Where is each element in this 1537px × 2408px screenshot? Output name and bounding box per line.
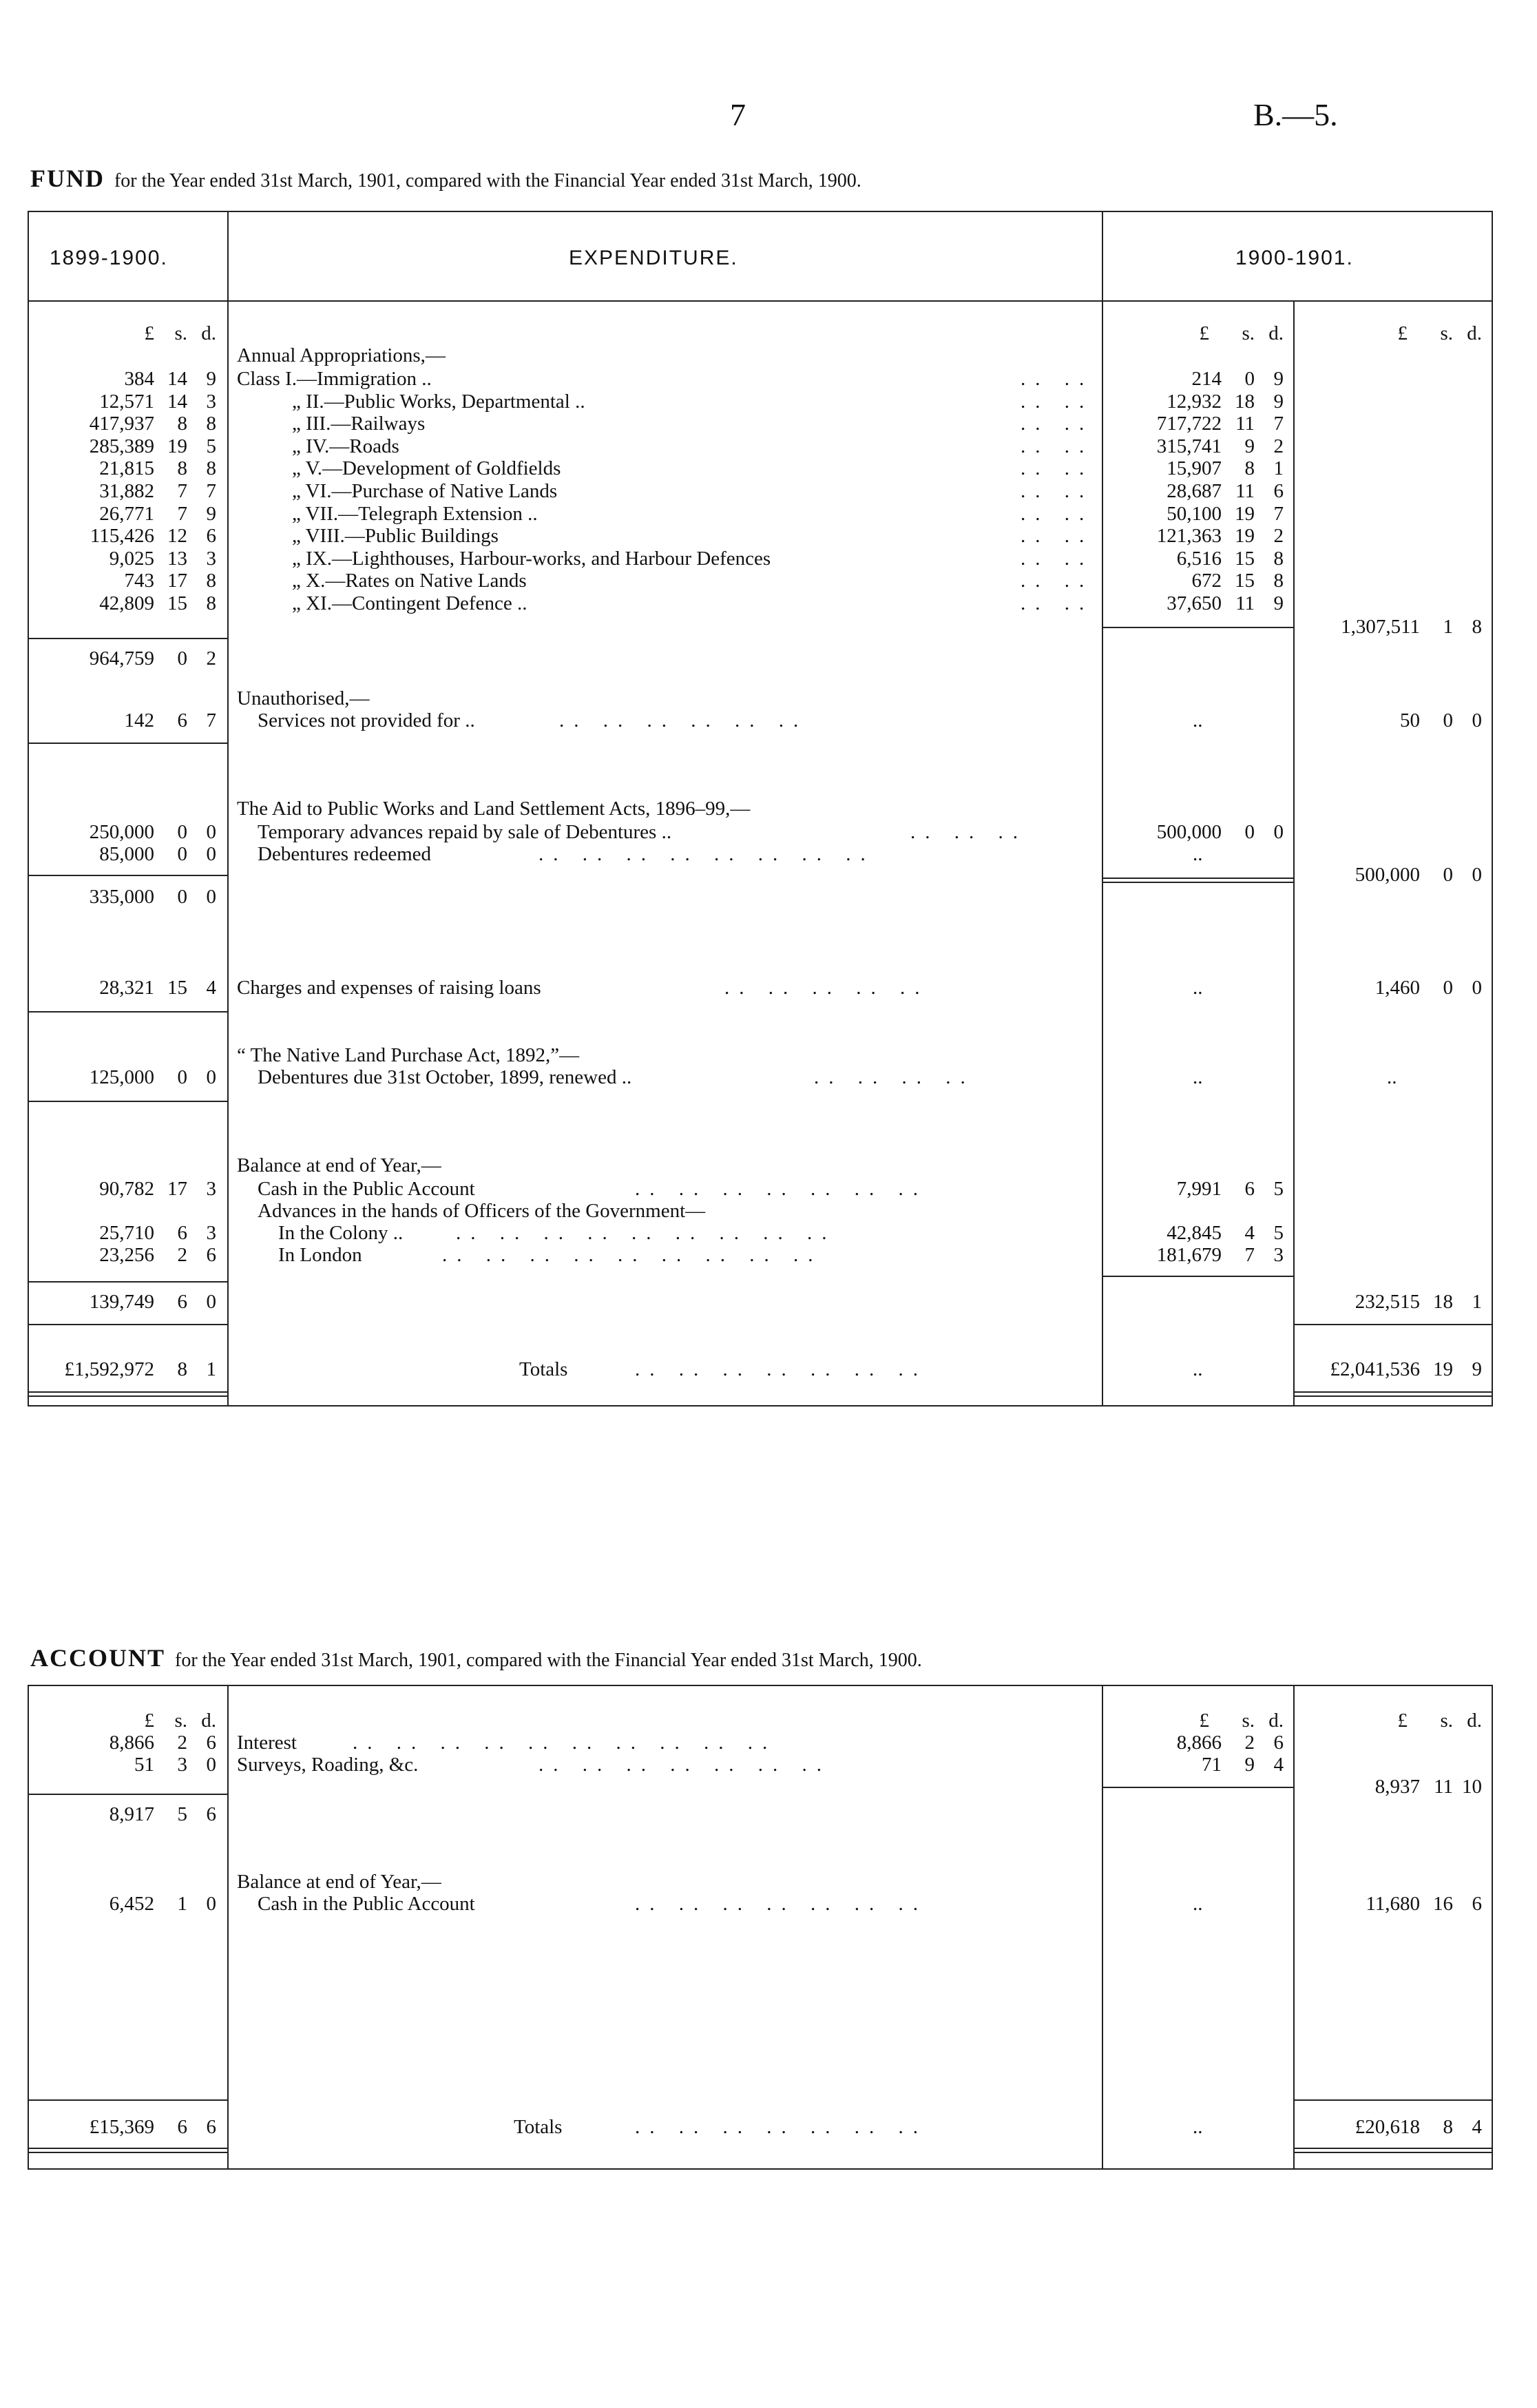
class-row-curr: 6,516 15 8 [1176, 548, 1284, 570]
class-row-prev: 115,426 12 6 [90, 525, 216, 547]
class-row-curr: 315,741 9 2 [1156, 435, 1284, 457]
aid-total-prev: 335,000 0 0 [89, 886, 216, 908]
totals-prev: £1,592,972 8 1 [64, 1358, 216, 1380]
bal-cash-curr: 7,991 6 5 [1176, 1178, 1284, 1200]
class-row-curr: 12,932 18 9 [1167, 391, 1284, 413]
class-row-label: „ VIII.—Public Buildings [292, 525, 499, 547]
totals-label: Totals [519, 1358, 568, 1380]
class-row-curr: 214 0 9 [1191, 368, 1284, 390]
bal-adv-label: Advances in the hands of Officers of the Government— [258, 1200, 706, 1222]
account-heading-bold: ACCOUNT [30, 1644, 166, 1672]
loans-mid: .. [1193, 977, 1203, 999]
t2-sub-prev: 8,917 5 6 [109, 1803, 216, 1825]
fund-heading-bold: FUND [30, 165, 105, 192]
class-row-curr: 121,363 19 2 [1156, 525, 1284, 547]
class-row-prev: 384 14 9 [124, 368, 216, 390]
t2-bal-heading: Balance at end of Year,— [237, 1871, 441, 1893]
unauth-prev: 142 6 7 [124, 709, 216, 731]
loans-prev: 28,321 15 4 [99, 977, 216, 999]
aid-heading: The Aid to Public Works and Land Settlement Acts, 1896–99,— [237, 798, 751, 820]
t2-bal-label: Cash in the Public Account [258, 1893, 475, 1915]
fund-heading-text: for the Year ended 31st March, 1901, compared with the Financial Year ended 31st March, 1900. [114, 170, 861, 191]
class-row-prev: 285,389 19 5 [89, 435, 216, 457]
t2-units-curr: £ s. d. [1397, 1710, 1482, 1732]
account-table: £ s. d. £ s. d. £ s. d. Interest .. .. .. .. .. .. .. .. .. .. 8,866 2 6 8,866 2 6 Surveys, Roading, &c. .. .. .. .. .. .. .. 51 3 0 71 9 4 8,917 5 6 8,937 11 10 Balance at end of Year,— Cash in the Public Account .. .. .. .. .. .. .. 6,452 1 0 .. 11,680 16 6 Totals .. .. .. .. .. .. .. £15,369 6 6 .. £20,618 8 4 [28, 1685, 1493, 2170]
fund-heading [30, 164, 861, 193]
bal-london-curr: 181,679 7 3 [1156, 1244, 1284, 1266]
bal-cash-label: Cash in the Public Account [258, 1178, 475, 1200]
class-row-prev: 12,571 14 3 [99, 391, 216, 413]
aid-item-1-label: Debentures redeemed [258, 843, 432, 865]
interest-prev: 8,866 2 6 [109, 1732, 216, 1754]
class-row-prev: 42,809 15 8 [99, 592, 216, 614]
aid-item-0-label: Temporary advances repaid by sale of Debentures .. [258, 821, 672, 843]
nlp-curr: .. [1387, 1066, 1397, 1088]
col-header-1899: 1899-1900. [50, 247, 168, 269]
unauth-curr: 50 0 0 [1400, 709, 1482, 731]
t2-bal-curr: 11,680 16 6 [1366, 1893, 1482, 1915]
class-row-curr: 672 15 8 [1191, 570, 1284, 592]
surveys-label: Surveys, Roading, &c. [237, 1754, 419, 1776]
class-row-curr: 717,722 11 7 [1156, 413, 1284, 435]
class-row-label: Class I.—Immigration .. [237, 368, 432, 390]
t2-bal-mid: .. [1193, 1893, 1203, 1915]
loans-label: Charges and expenses of raising loans [237, 977, 541, 999]
class-row-label: „ II.—Public Works, Departmental .. [292, 391, 585, 413]
surveys-prev: 51 3 0 [134, 1754, 216, 1776]
document-reference: B.—5. [1253, 97, 1338, 132]
aid-total-curr: 500,000 0 0 [1355, 864, 1482, 886]
aid-item-1-prev: 85,000 0 0 [99, 843, 216, 865]
class-row-curr: 37,650 11 9 [1167, 592, 1284, 614]
class-row-label: „ XI.—Contingent Defence .. [292, 592, 527, 614]
t2-totals-curr: £20,618 8 4 [1355, 2116, 1482, 2138]
interest-label: Interest [237, 1732, 297, 1754]
class-row-prev: 9,025 13 3 [109, 548, 216, 570]
units-curr-mid: £ s. d. [1199, 322, 1284, 344]
class-row-label: „ V.—Development of Goldfields [292, 457, 561, 479]
nlp-label: Debentures due 31st October, 1899, renewed .. [258, 1066, 632, 1088]
class-row-label: „ III.—Railways [292, 413, 426, 435]
aid-item-0-prev: 250,000 0 0 [89, 821, 216, 843]
expenditure-table: 1899-1900. EXPENDITURE. 1900-1901. £ s. d. £ s. d. £ s. d. Annual Appropriations,— Class I.—Immigration .. .. .. 384 14 9 214 0 9 „ II.—Public Works, Departmental .. .. .. 12,571 14 3 12,932 18 9 „ III.—Railways .. .. 417,937 8 8 717,722 11 7 „ IV.—Roads .. .. 285,389 19 5 315,741 9 2 „ V.—Development of Goldfields .. .. 21,815 8 8 15,907 8 1 „ VI.—Purchase of Native Lands .. .. 31,882 7 7 28,687 11 6 „ VII.—Telegraph Extension .. .. .. 26,771 7 9 50,100 19 7 „ VIII.—Public Buildings .. .. 115,426 12 6 121,363 19 2 „ IX.—Lighthouses, Harbour-works, and Harbour Defences .. .. 9,025 13 3 6,516 15 8 „ X.—Rates on Native Lands .. .. 743 17 8 672 15 8 „ XI.—Contingent Defence .. .. .. 42,809 15 8 37,650 11 9 964,759 0 2 1,307,511 1 8 Unauthorised,— Services not provided for .. .. .. .. .. .. .. 142 6 7 .. 50 0 0 The Aid to Public Works and Land Settlement Acts, 1896–99,— Temporary advances repaid by sale of Debentures .. .. .. .. 250,000 0 0 500,000 0 0 Debentures redeemed .. .. .. .. .. .. .. .. 85,000 0 0 .. 335,000 0 0 500,000 0 0 Charges and expenses of raising loans .. .. .. .. .. 28,321 15 4 .. 1,460 0 0 “ The Native Land Purchase Act, 1892,”— Debentures due 31st October, 1899, renewed .. .. .. .. .. 125,000 0 0 .. .. Balance at end of Year,— Cash in the Public Account .. .. .. .. .. .. .. 90,782 17 3 7,991 6 5 Advances in the hands of Officers of the Government— In the Colony .. .. .. .. .. .. .. .. .. .. 25,710 6 3 42,845 4 5 In London .. .. .. .. .. .. .. .. .. 23,256 2 6 181,679 7 3 139,749 6 0 232,515 18 1 Totals .. .. .. .. .. .. .. £1,592,972 8 1 .. £2,041,536 19 9 [28, 211, 1493, 1407]
class-row-prev: 21,815 8 8 [99, 457, 216, 479]
bal-total-prev: 139,749 6 0 [89, 1291, 216, 1313]
units-curr: £ s. d. [1397, 322, 1482, 344]
col-header-expenditure: EXPENDITURE. [569, 247, 738, 269]
surveys-curr: 71 9 4 [1202, 1754, 1284, 1776]
class-row-prev: 26,771 7 9 [99, 503, 216, 525]
annual-total-curr: 1,307,511 1 8 [1341, 616, 1482, 638]
nlp-mid: .. [1193, 1066, 1203, 1088]
class-row-label: „ IX.—Lighthouses, Harbour-works, and Harbour Defences [292, 548, 771, 570]
annual-heading: Annual Appropriations,— [237, 344, 446, 366]
totals-curr: £2,041,536 19 9 [1330, 1358, 1482, 1380]
class-row-curr: 15,907 8 1 [1167, 457, 1284, 479]
account-heading [30, 1643, 922, 1672]
bal-colony-curr: 42,845 4 5 [1167, 1222, 1284, 1244]
t2-units-mid: £ s. d. [1199, 1710, 1284, 1732]
annual-total-prev: 964,759 0 2 [89, 647, 216, 670]
class-row-prev: 417,937 8 8 [89, 413, 216, 435]
class-row-curr: 50,100 19 7 [1167, 503, 1284, 525]
bal-colony-label: In the Colony .. [278, 1222, 404, 1244]
unauth-heading: Unauthorised,— [237, 687, 370, 709]
unauth-curr-mid: .. [1193, 709, 1203, 731]
t2-bal-prev: 6,452 1 0 [109, 1893, 216, 1915]
t2-sub-curr: 8,937 11 10 [1374, 1776, 1482, 1798]
t2-totals-label: Totals [514, 2116, 563, 2138]
bal-cash-prev: 90,782 17 3 [99, 1178, 216, 1200]
class-row-prev: 31,882 7 7 [99, 480, 216, 502]
loans-curr: 1,460 0 0 [1374, 977, 1482, 999]
t2-totals-mid: .. [1193, 2116, 1203, 2138]
class-row-label: „ VII.—Telegraph Extension .. [292, 503, 538, 525]
class-row-curr: 28,687 11 6 [1167, 480, 1284, 502]
t2-units-prev: £ s. d. [144, 1710, 216, 1732]
class-row-prev: 743 17 8 [124, 570, 216, 592]
col-header-1900: 1900-1901. [1235, 247, 1354, 269]
bal-colony-prev: 25,710 6 3 [99, 1222, 216, 1244]
bal-london-label: In London [278, 1244, 362, 1266]
class-row-label: „ IV.—Roads [292, 435, 399, 457]
nlp-heading: “ The Native Land Purchase Act, 1892,”— [237, 1044, 580, 1066]
bal-london-prev: 23,256 2 6 [99, 1244, 216, 1266]
unauth-label: Services not provided for .. [258, 709, 475, 731]
class-row-label: „ X.—Rates on Native Lands [292, 570, 527, 592]
aid-item-1-curr-mid: .. [1193, 843, 1203, 865]
aid-item-0-curr: 500,000 0 0 [1156, 821, 1284, 843]
interest-curr: 8,866 2 6 [1176, 1732, 1284, 1754]
bal-total-curr: 232,515 18 1 [1355, 1291, 1482, 1313]
units-prev: £ s. d. [144, 322, 216, 344]
totals-mid: .. [1193, 1358, 1203, 1380]
nlp-prev: 125,000 0 0 [89, 1066, 216, 1088]
page-number: 7 [730, 97, 746, 132]
class-row-label: „ VI.—Purchase of Native Lands [292, 480, 558, 502]
bal-heading: Balance at end of Year,— [237, 1154, 441, 1176]
t2-totals-prev: £15,369 6 6 [89, 2116, 216, 2138]
account-heading-text: for the Year ended 31st March, 1901, compared with the Financial Year ended 31st March, 1900. [175, 1650, 922, 1671]
